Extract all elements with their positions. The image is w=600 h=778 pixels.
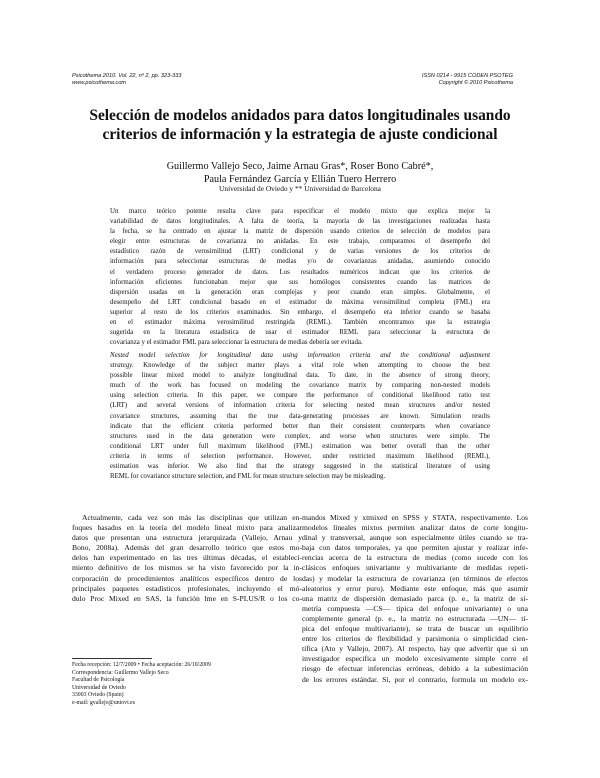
body-line: principales paquetes estadísticos profesionales, incluyendo el mó- xyxy=(72,583,302,593)
body-line: una matriz de dispersión demasiado parca (p. e., la matriz de si- xyxy=(302,593,528,603)
english-title: Nested model selection for longitudinal data using information criteria and the conditional adjustment xyxy=(110,352,490,359)
abstract-line xyxy=(110,351,490,361)
footnote xyxy=(72,662,292,708)
abstract-english xyxy=(110,351,490,482)
body-line: Bono, 2008a). Además del gran desarrollo teórico que estos mo- xyxy=(72,543,302,553)
body-line: de los errores estándar. Si, por el contrario, formula un modelo ex- xyxy=(302,674,528,684)
abstract-line: structures used in the data generation were complex, and worse when structures were simple. The xyxy=(110,432,490,440)
paper-title xyxy=(66,107,534,144)
footnote-dates: Fecha recepción: 12/7/2009 • Fecha aceptación: 26/10/2009 xyxy=(72,662,211,668)
abstract-line: Un marco teórico potente resulta clave para especificar el modelo mixto que explica mejor la xyxy=(110,208,490,215)
abstract-spanish xyxy=(110,207,490,348)
abstract-line: much of the work has focused on modeling the covariance matrix by comparing non-nested models xyxy=(110,382,490,390)
abstract-line: la fecha, se ha centrado en ajustar la matriz de dispersión usando criterios de selección de modelos para xyxy=(110,228,490,236)
abstract-line: sugerida en la literatura estadística de usar el estimador REML para seleccionar la estructura de xyxy=(110,329,490,337)
authors-line: Paula Fernández García y Ellián Tuero Herrero xyxy=(203,174,397,186)
abstract-line: información para seleccionar estructuras de medias y/o de covarianzas anidadas, asumiendo conocido xyxy=(110,258,490,266)
abstract-first-text: Knowledge of the subject matter plays a vital role when attempting to choose the best xyxy=(133,362,490,370)
body-line: clásicos enfoques univariante y multivariante de medidas repeti- xyxy=(302,563,528,573)
body-line: investigador especifica un modelo excesivamente simple corre el xyxy=(302,654,528,664)
body-line: pica del enfoque multivariante), se trata de buscar un equilibrio xyxy=(302,624,528,634)
abstract-line: variabilidad de datos longitudinales. A falta de teoría, la mayoría de las investigaciones realizadas hasta xyxy=(110,218,490,226)
body-line: delos han experimentado en las tres últimas décadas, el estableci- xyxy=(72,553,302,563)
abstract-line: covariance structures, assuming that the true data-generating processes are known. Simulation results xyxy=(110,412,490,420)
body-line: dinal y transversal, aunque son especialmente útiles cuando se tra- xyxy=(302,533,528,543)
affiliation: Universidad de Oviedo y ** Universidad de Barcelona xyxy=(219,184,381,193)
body-column-right xyxy=(302,513,528,685)
abstract-line: información eficientes funcionaban mejor que sus homólogos consistentes cuando las matrices de xyxy=(110,278,490,286)
body-column-left xyxy=(72,513,302,604)
abstract-line: estimation was inferior. We also find that the strategy suggested in the statistical literature of using xyxy=(110,463,490,471)
body-line: rencias acerca de la estructura de medias (como sucede con los xyxy=(302,553,528,563)
body-line: complemente general (p. e., la matriz no estructurada —UN— tí- xyxy=(302,613,528,623)
journal-citation: Psicothema 2010. Vol. 22, nº 2, pp. 323-333 xyxy=(72,73,182,79)
abstract-line: covarianza y el estimador FML para seleccionar la estructura de medias debería ser evitada. xyxy=(110,339,363,347)
body-line: foques basados en la teoría del modelo lineal mixto para analizar xyxy=(72,523,302,533)
author-list xyxy=(100,160,500,186)
body-line: baja con datos temporales, ya que permiten ajustar y realizar infe- xyxy=(302,543,528,553)
abstract-line: possible linear mixed model to analyze longitudinal data. To date, in the absence of strong theory, xyxy=(110,372,490,380)
journal-header-left xyxy=(72,73,312,88)
abstract-line: dispersión usadas en la generación eran complejas y peor cuando eran simples. Globalmente, el xyxy=(110,288,490,296)
abstract-line xyxy=(110,361,490,371)
body-line: das) y modelar la estructura de covarianza (en términos de efectos xyxy=(302,573,528,583)
body-line: corporación de procedimientos analíticos específicos dentro de los xyxy=(72,573,302,583)
abstract-line: estadístico razón de verosimilitud (LRT) condicional y de varias versiones de los criterios de xyxy=(110,248,490,256)
body-line: mandos Mixed y xtmixed en SPSS y STATA, respectivamente. Los xyxy=(302,513,528,522)
abstract-line: en el estimador máxima verosimilitud restringida (REML). También encontramos que la estrategia xyxy=(110,319,490,327)
footnote-faculty: Facultad de Psicología xyxy=(72,677,125,684)
abstract-line: (LRT) and several versions of information criteria for selecting nested mean structures and/or nested xyxy=(110,402,490,410)
body-line: entre los criterios de flexibilidad y parsimonia o simplicidad cien- xyxy=(302,634,528,644)
body-line: miento definitivo de los mismos se ha visto favorecido por la in- xyxy=(72,563,302,573)
english-title-end: strategy. xyxy=(110,362,134,370)
footnote-rule xyxy=(72,658,152,659)
footnote-correspondence: Correspondencia: Guillermo Vallejo Seco xyxy=(72,669,169,676)
abstract-line: using selection criteria. In this paper, we compare the performance of conditional likelihood ratio test xyxy=(110,392,490,400)
footnote-city: 33003 Oviedo (Spain) xyxy=(72,692,124,699)
abstract-line: elegir entre estructuras de covarianza no anidadas. En este trabajo, comparamos el desempeño del xyxy=(110,238,490,246)
journal-url[interactable]: www.psicothema.com xyxy=(72,80,127,87)
body-line: aleatorios y error puro). Mediante este enfoque, más que asumir xyxy=(302,583,528,593)
journal-header-right xyxy=(313,73,513,88)
abstract-line: desempeño del LRT condicional basado en el estimador de máxima verosimilitud completa (FML) era xyxy=(110,298,490,306)
body-line: modelos lineales mixtos permiten analizar datos de corte longitu- xyxy=(302,523,528,533)
authors-line: Guillermo Vallejo Seco, Jaime Arnau Gras*, Roser Bono Cabré*, xyxy=(166,161,434,172)
body-line: datos que presentan una estructura jerarquizada (Vallejo, Arnau y xyxy=(72,533,302,543)
body-line: metría compuesta —CS— típica del enfoque univariante) o una xyxy=(302,603,528,613)
body-line: Actualmente, cada vez son más las disciplinas que utilizan en- xyxy=(82,513,302,522)
issn: ISSN 0214 - 9915 CODEN PSOTEG xyxy=(421,73,513,79)
title-line: Selección de modelos anidados para datos longitudinales usando xyxy=(89,107,511,124)
footnote-university: Universidad de Oviedo xyxy=(72,684,126,691)
body-line: dulo Proc Mixed en SAS, la función lme en S-PLUS/R o los co- xyxy=(72,593,302,603)
abstract-line: criteria in terms of selection performance. However, under restricted maximum likelihood (REML), xyxy=(110,452,490,460)
abstract-line: indicate that the efficient criteria performed better than their consistent counterparts when covariance xyxy=(110,422,490,430)
body-line: riesgo de efectuar inferencias erróneas, debido a la subestimación xyxy=(302,664,528,674)
title-line: criterios de información y la estrategia de ajuste condicional xyxy=(102,125,498,143)
copyright: Copyright © 2010 Psicothema xyxy=(438,80,513,87)
footnote-email[interactable]: e-mail: gvallejo@uniovi.es xyxy=(72,699,135,706)
abstract-line: conditional LRT under full maximum likelihood (FML) estimation was better overall than the other xyxy=(110,442,490,450)
abstract-line: REML for covariance structure selection, and FML for mean structure selection may be misleading. xyxy=(110,473,386,481)
abstract-line: superior al resto de los criterios examinados. Sin embargo, el desempeño era inferior cuando se basaba xyxy=(110,308,490,316)
body-line: tífica (Ato y Vallejo, 2007). Al respecto, hay que advertir que si un xyxy=(302,644,528,654)
abstract-line: el verdadero proceso generador de datos. Los resultados numéricos indican que los criterios de xyxy=(110,268,490,276)
